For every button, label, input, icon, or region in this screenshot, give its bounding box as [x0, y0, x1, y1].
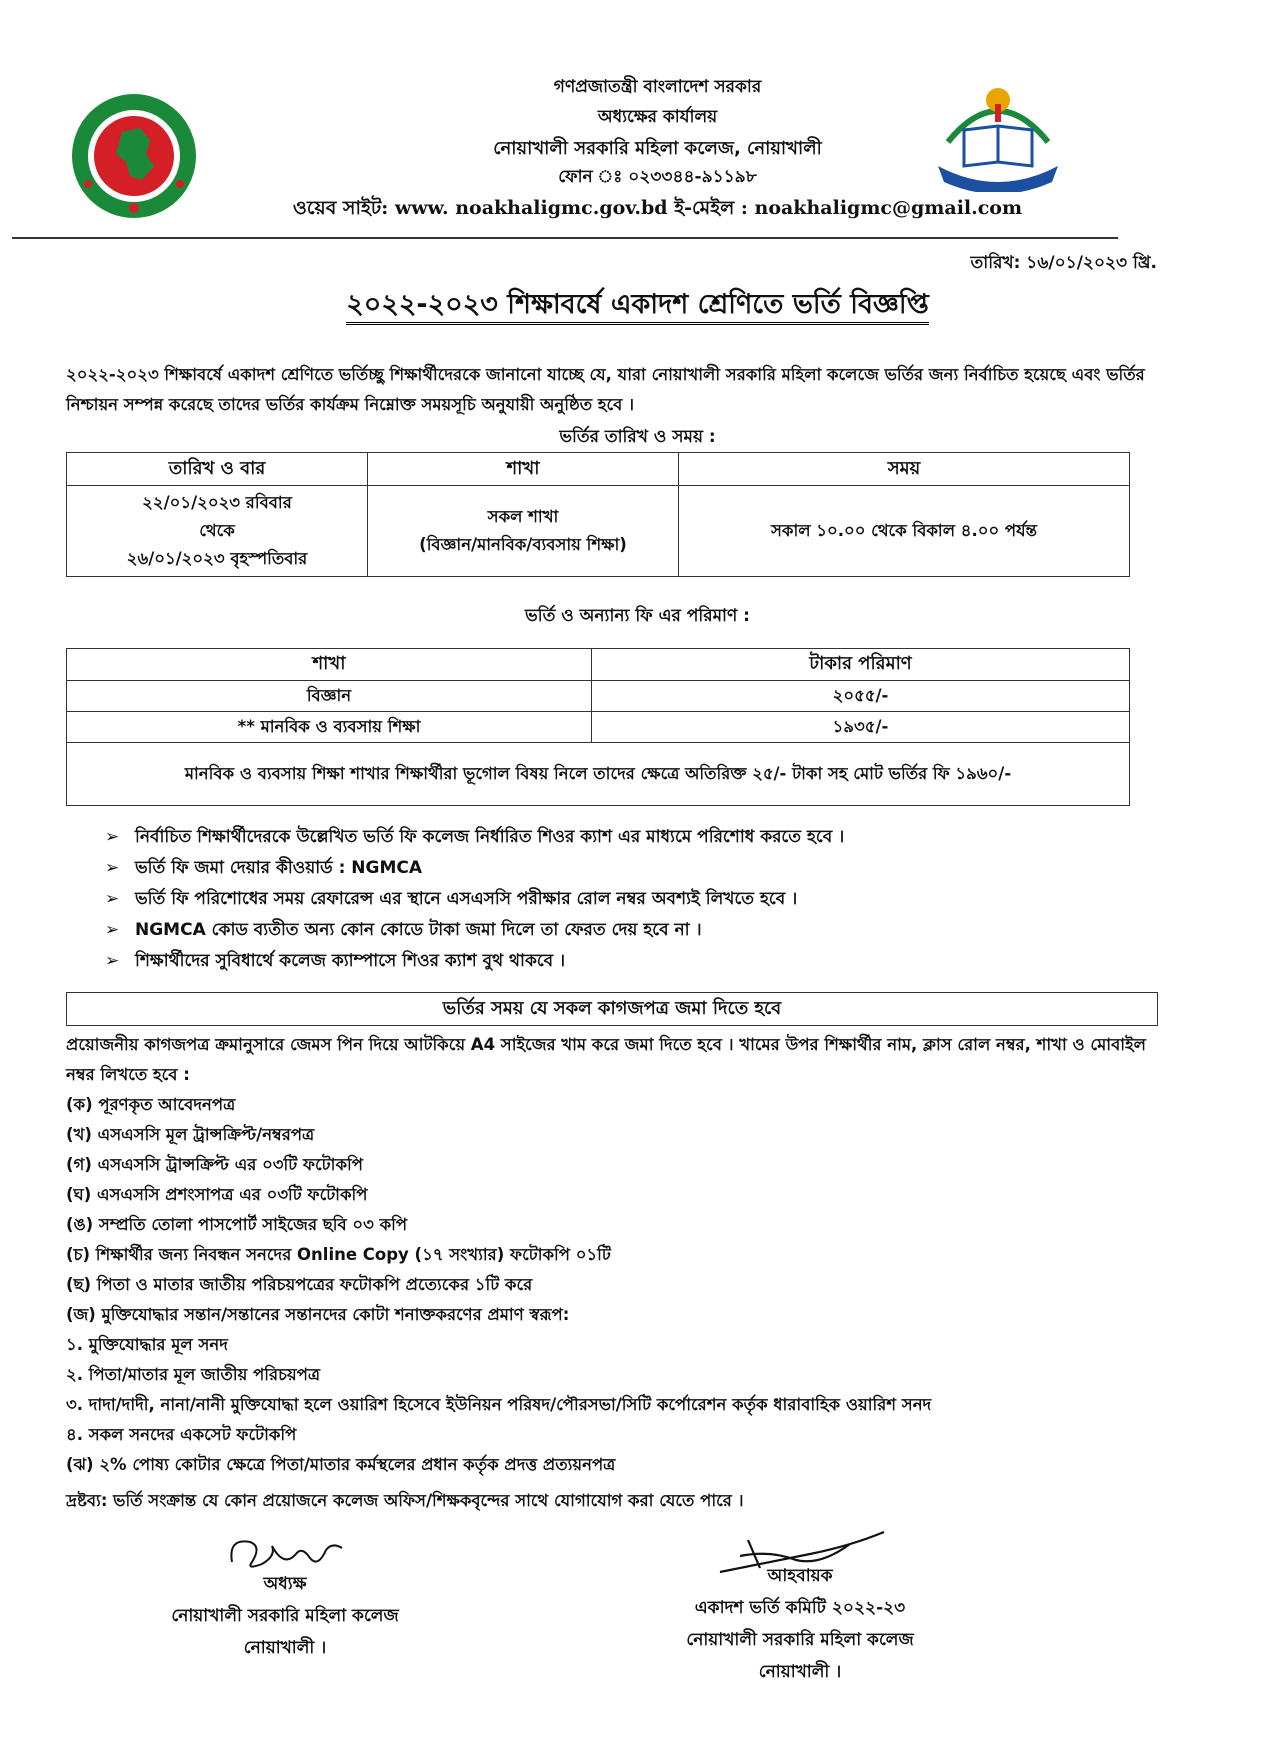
principal-place: নোয়াখালী । — [243, 1638, 327, 1658]
list-item — [105, 946, 844, 977]
arrow-icon: ➢ — [105, 951, 120, 971]
notice-date: তারিখ: ১৬/০১/২০২৩ খ্রি. — [970, 253, 1157, 273]
fee-branch-cell: ** মানবিক ও ব্যবসায় শিক্ষা — [67, 712, 592, 743]
header-office-line: অধ্যক্ষের কার্যালয় — [597, 107, 718, 127]
list-item: (খ) এসএসসি মূল ট্রান্সক্রিপ্ট/নম্বরপত্র — [66, 1125, 315, 1144]
list-item: (গ) এসএসসি ট্রান্সক্রিপ্ট এর ০৩টি ফটোকপি — [66, 1155, 363, 1174]
convener-role: আহবায়ক — [767, 1566, 833, 1586]
fee-note-cell: মানবিক ও ব্যবসায় শিক্ষা শাখার শিক্ষার্থীরা ভূগোল বিষয় নিলে তাদের ক্ষেত্রে অতিরিক্ত ২৫/- টাকা সহ মোট ভর্তির ফি ১৯৬০/- — [67, 743, 1130, 806]
schedule-date-to: ২৬/০১/২০২৩ বৃহস্পতিবার — [126, 549, 308, 568]
table-row — [67, 486, 1130, 577]
list-item-text: ভর্তি ফি পরিশোধের সময় রেফারেন্স এর স্থানে এসএসসি পরীক্ষার রোল নম্বর অবশ্যই লিখতে হবে । — [135, 889, 798, 909]
table-row — [67, 712, 1130, 743]
fees-heading: ভর্তি ও অন্যান্য ফি এর পরিমাণ : — [525, 606, 750, 626]
header-phone-line: ফোন ঃ ০২৩৩৪৪-৯১১৯৮ — [558, 167, 757, 187]
list-item: (ছ) পিতা ও মাতার জাতীয় পরিচয়পত্রের ফটোকপি প্রত্যেকের ১টি করে — [66, 1275, 533, 1294]
list-item: ১. মুক্তিযোদ্ধার মূল সনদ — [66, 1335, 228, 1354]
documents-section — [66, 1030, 1156, 1516]
header-college-line: নোয়াখালী সরকারি মহিলা কলেজ, নোয়াখালী — [493, 138, 822, 159]
documents-intro: প্রয়োজনীয় কাগজপত্র ক্রমানুসারে জেমস পিন দিয়ে আটকিয়ে A4 সাইজের খাম করে জমা দিতে হবে । খামের উপর শিক্ষার্থীর নাম, ক্লাস রোল নম্বর, শাখা ও মোবাইল নম্বর লিখতে হবে : — [66, 1035, 1146, 1084]
list-item: ২. পিতা/মাতার মূল জাতীয় পরিচয়পত্র — [66, 1365, 321, 1384]
list-item — [105, 915, 844, 946]
schedule-date-from: ২২/০১/২০২৩ রবিবার — [142, 493, 292, 512]
list-item: (ঝ) ২% পোষ্য কোটার ক্ষেত্রে পিতা/মাতার কর্মস্থলের প্রধান কর্তৃক প্রদত্ত প্রত্যয়নপত্র — [66, 1455, 616, 1474]
table-header-row — [67, 453, 1130, 486]
header-govt-line: গণপ্রজাতন্ত্রী বাংলাদেশ সরকার — [553, 77, 762, 97]
fee-branch-cell: বিজ্ঞান — [67, 681, 592, 712]
convener-committee: একাদশ ভর্তি কমিটি ২০২২-২৩ — [694, 1598, 906, 1618]
table-header-cell: টাকার পরিমাণ — [592, 649, 1130, 681]
header-web-email-line: ওয়েব সাইট: www. noakhaligmc.gov.bd ই-মেইল : noakhaligmc@gmail.com — [292, 197, 1023, 219]
list-item-text: ভর্তি ফি জমা দেয়ার কীওয়ার্ড : NGMCA — [135, 858, 423, 878]
list-item-text: শিক্ষার্থীদের সুবিধার্থে কলেজ ক্যাম্পাসে শিওর ক্যাশ বুথ থাকবে । — [135, 951, 566, 971]
principal-role: অধ্যক্ষ — [263, 1574, 307, 1594]
convener-org: নোয়াখালী সরকারি মহিলা কলেজ — [686, 1630, 914, 1650]
list-item: (জ) মুক্তিযোদ্ধার সন্তান/সন্তানের সন্তানদের কোটা শনাক্তকরণের প্রমাণ স্বরূপ: — [66, 1305, 570, 1324]
schedule-branch-cell — [368, 486, 679, 577]
list-item — [105, 884, 844, 915]
table-header-cell: শাখা — [368, 453, 679, 486]
arrow-icon: ➢ — [105, 858, 120, 878]
list-item-text: নির্বাচিত শিক্ষার্থীদেরকে উল্লেখিত ভর্তি ফি কলেজ নির্ধারিত শিওর ক্যাশ এর মাধ্যমে পরিশোধ করতে হবে । — [135, 827, 845, 847]
table-header-cell: তারিখ ও বার — [67, 453, 368, 486]
list-item: (ঘ) এসএসসি প্রশংসাপত্র এর ০৩টি ফটোকপি — [66, 1185, 368, 1204]
schedule-date-mid: থেকে — [199, 521, 235, 540]
notice-title-text: ২০২২-২০২৩ শিক্ষাবর্ষে একাদশ শ্রেণিতে ভর্তি বিজ্ঞপ্তি — [346, 289, 929, 325]
convener-signature-block — [650, 1560, 950, 1688]
convener-place: নোয়াখালী । — [758, 1662, 842, 1682]
list-item-text: NGMCA কোড ব্যতীত অন্য কোন কোডে টাকা জমা দিলে তা ফেরত দেয় হবে না । — [135, 920, 702, 940]
list-item: ৩. দাদা/দাদী, নানা/নানী মুক্তিযোদ্ধা হলে ওয়ারিশ হিসেবে ইউনিয়ন পরিষদ/পৌরসভা/সিটি কর্পোরেশন কর্তৃক ধারাবাহিক ওয়ারিশ সনদ — [66, 1395, 932, 1414]
instruction-list — [105, 822, 844, 977]
list-item — [105, 822, 844, 853]
schedule-heading: ভর্তির তারিখ ও সময় : — [559, 427, 716, 447]
arrow-icon: ➢ — [105, 827, 120, 847]
table-header-cell: সময় — [679, 453, 1130, 486]
documents-note: দ্রষ্টব্য: ভর্তি সংক্রান্ত যে কোন প্রয়োজনে কলেজ অফিস/শিক্ষকবৃন্দের সাথে যোগাযোগ করা যেতে পারে । — [66, 1491, 744, 1510]
fees-table — [66, 648, 1130, 806]
list-item: (ক) পূরণকৃত আবেদনপত্র — [66, 1095, 236, 1114]
arrow-icon: ➢ — [105, 889, 120, 909]
fee-amount-cell: ১৯৩৫/- — [592, 712, 1130, 743]
schedule-time-cell: সকাল ১০.০০ থেকে বিকাল ৪.০০ পর্যন্ত — [679, 486, 1130, 577]
schedule-date-cell — [67, 486, 368, 577]
list-item: (ঙ) সম্প্রতি তোলা পাসপোর্ট সাইজের ছবি ০৩ কপি — [66, 1215, 408, 1234]
documents-heading: ভর্তির সময় যে সকল কাগজপত্র জমা দিতে হবে — [66, 992, 1158, 1026]
list-item — [105, 853, 844, 884]
schedule-branch-line2: (বিজ্ঞান/মানবিক/ব্যবসায় শিক্ষা) — [419, 535, 627, 554]
principal-org: নোয়াখালী সরকারি মহিলা কলেজ — [171, 1606, 399, 1626]
arrow-icon: ➢ — [105, 920, 120, 940]
list-item: (চ) শিক্ষার্থীর জন্য নিবন্ধন সনদের Online Copy (১৭ সংখ্যার) ফটোকপি ০১টি — [66, 1245, 611, 1264]
header-divider — [12, 237, 1118, 239]
list-item: ৪. সকল সনদের একসেট ফটোকপি — [66, 1425, 297, 1444]
table-header-row — [67, 649, 1130, 681]
notice-title — [0, 284, 1275, 329]
notice-intro: ২০২২-২০২৩ শিক্ষাবর্ষে একাদশ শ্রেণিতে ভর্তিচ্ছু শিক্ষার্থীদেরকে জানানো যাচ্ছে যে, যারা নোয়াখালী সরকারি মহিলা কলেজে ভর্তির জন্য নির্বাচিত হয়েছে এবং ভর্তির নিশ্চায়ন সম্পন্ন করেছে তাদের ভর্তির কার্যক্রম নিম্নোক্ত সময়সূচি অনুযায়ী অনুষ্ঠিত হবে । — [66, 365, 1145, 414]
fee-amount-cell: ২০৫৫/- — [592, 681, 1130, 712]
table-row — [67, 681, 1130, 712]
schedule-branch-line1: সকল শাখা — [487, 507, 559, 526]
table-row — [67, 743, 1130, 806]
schedule-table — [66, 452, 1130, 577]
table-header-cell: শাখা — [67, 649, 592, 681]
principal-signature-block — [150, 1530, 420, 1664]
